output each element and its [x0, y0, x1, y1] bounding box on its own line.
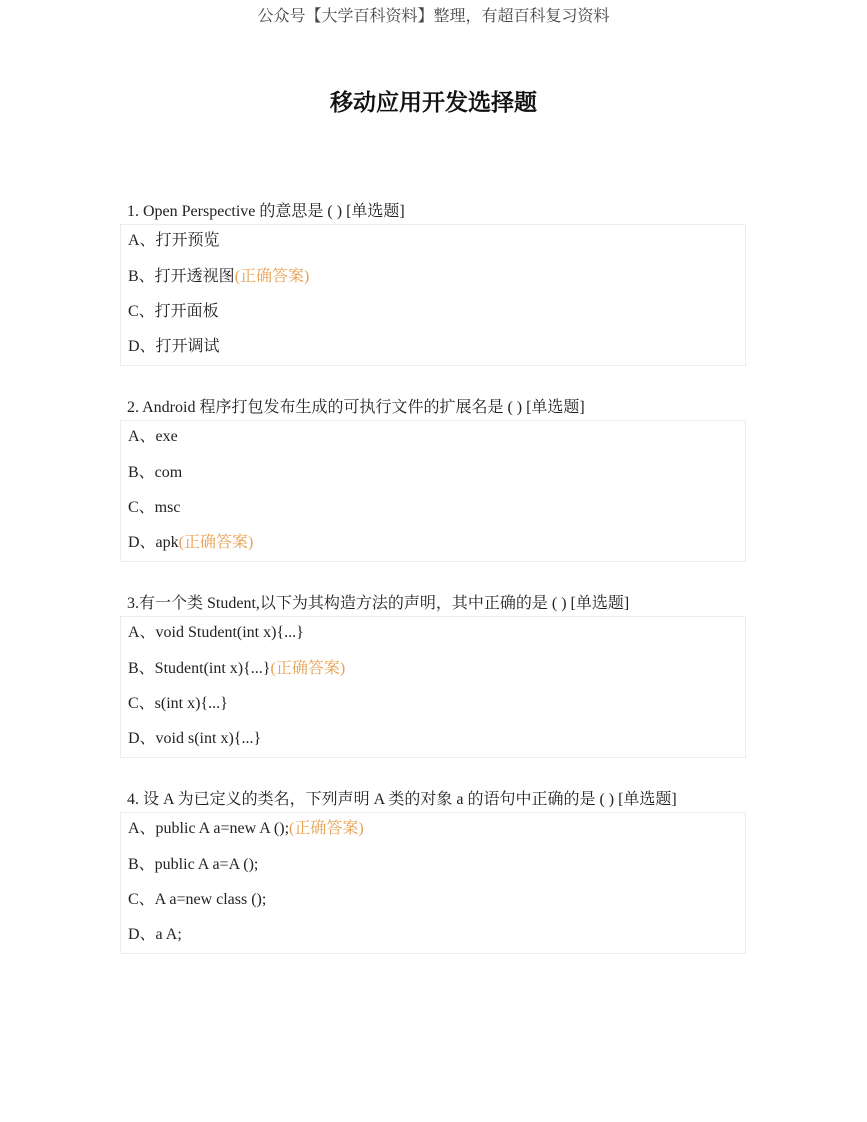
option-item[interactable]	[128, 657, 345, 681]
option-label: C、打开面板	[128, 303, 219, 320]
option-item[interactable]	[128, 692, 228, 716]
option-label: D、打开调试	[128, 338, 220, 355]
option-item[interactable]	[128, 265, 309, 289]
option-item[interactable]	[128, 229, 220, 253]
option-label: C、s(int x){...}	[128, 695, 228, 712]
option-label: D、void s(int x){...}	[128, 730, 262, 747]
page-header: 公众号【大学百科资料】整理，有超百科复习资料	[257, 8, 610, 25]
option-item[interactable]	[128, 425, 178, 449]
option-label: A、打开预览	[128, 232, 220, 249]
option-item[interactable]	[128, 853, 258, 877]
correct-answer-tag: (正确答案)	[289, 820, 364, 837]
options-box	[120, 224, 746, 366]
options-box	[120, 812, 746, 954]
option-label: A、public A a=new A ();	[128, 820, 290, 837]
option-item[interactable]	[128, 727, 261, 751]
option-item[interactable]	[128, 531, 253, 555]
option-item[interactable]	[128, 335, 220, 359]
option-label: C、msc	[128, 499, 181, 516]
option-label: D、apk	[128, 534, 179, 551]
option-item[interactable]	[128, 923, 182, 947]
correct-answer-tag: (正确答案)	[270, 660, 346, 677]
option-label: B、com	[128, 464, 183, 481]
question-text: 4. 设 A 为已定义的类名，下列声明 A 类的对象 a 的语句中正确的是 ( ) [单选题]	[127, 791, 677, 808]
question-text: 3.有一个类 Student,以下为其构造方法的声明，其中正确的是 ( ) [单选题]	[127, 595, 630, 612]
option-label: B、打开透视图	[128, 268, 235, 285]
option-item[interactable]	[128, 888, 266, 912]
option-item[interactable]	[128, 621, 304, 645]
option-label: B、Student(int x){...}	[128, 660, 271, 677]
options-box	[120, 420, 746, 562]
correct-answer-tag: (正确答案)	[234, 268, 310, 285]
option-label: A、exe	[128, 428, 178, 445]
option-label: D、a A;	[128, 926, 182, 943]
correct-answer-tag: (正确答案)	[178, 534, 254, 551]
option-item[interactable]	[128, 496, 180, 520]
option-label: C、A a=new class ();	[128, 891, 267, 908]
option-label: B、public A a=A ();	[128, 856, 259, 873]
option-item[interactable]	[128, 300, 219, 324]
page-title: 移动应用开发选择题	[330, 90, 537, 116]
question-text: 2. Android 程序打包发布生成的可执行文件的扩展名是 ( ) [单选题]	[127, 399, 585, 416]
option-label: A、void Student(int x){...}	[128, 624, 304, 641]
question-text: 1. Open Perspective 的意思是 ( ) [单选题]	[127, 203, 405, 220]
option-item[interactable]	[128, 817, 364, 841]
option-item[interactable]	[128, 461, 182, 485]
options-box	[120, 616, 746, 758]
